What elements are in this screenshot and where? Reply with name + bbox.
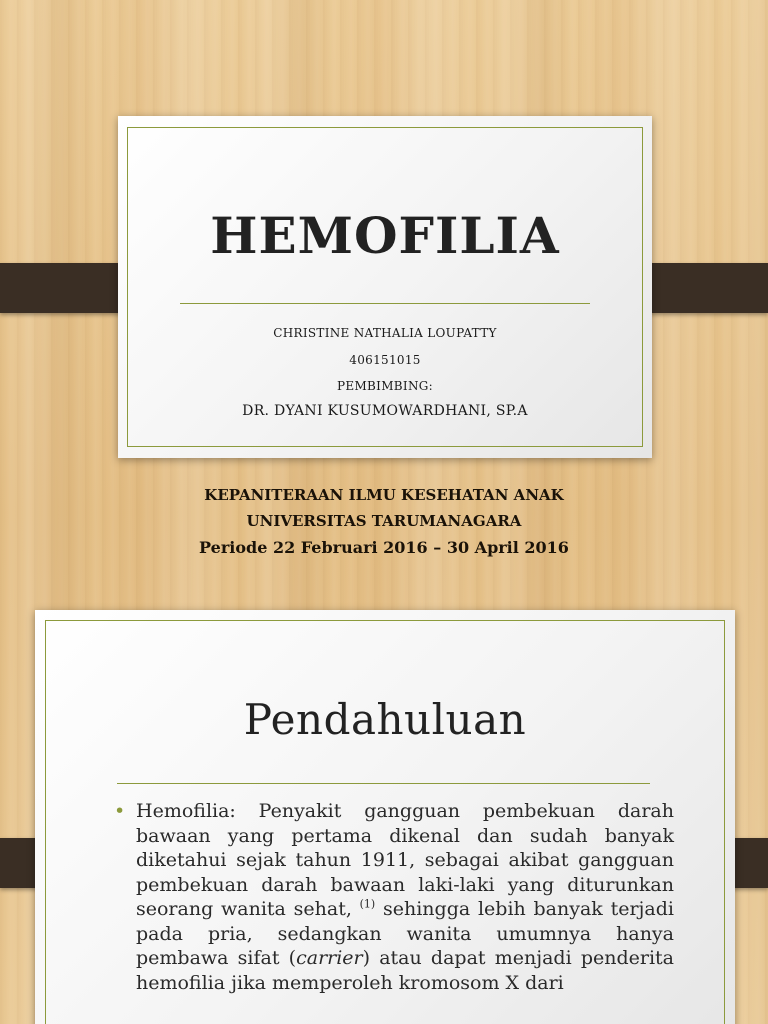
slide-heading: Pendahuluan bbox=[243, 695, 527, 744]
period-caption: Periode 22 Februari 2016 – 30 April 2016 bbox=[199, 538, 569, 557]
slide-title: HEMOFILIA bbox=[210, 206, 560, 265]
bullet-icon: • bbox=[114, 800, 126, 822]
advisor-label: PEMBIMBING: bbox=[337, 379, 433, 393]
intro-slide-frame bbox=[45, 620, 725, 1024]
bullet-list bbox=[114, 799, 674, 995]
author-name: CHRISTINE NATHALIA LOUPATTY bbox=[273, 326, 497, 340]
intro-slide bbox=[35, 610, 735, 1024]
title-slide bbox=[118, 116, 652, 458]
bullet-item bbox=[114, 799, 674, 995]
university-caption: UNIVERSITAS TARUMANAGARA bbox=[246, 512, 522, 530]
reference-marker: (1) bbox=[359, 897, 376, 911]
bullet-text-part1: Hemofilia: Penyakit gangguan pembekuan darah bawaan yang pertama dikenal dan sudah banyak diketahui sejak tahun 1911, sebagai akibat gangguan pembekuan darah bawaan laki-laki yang diturunkan seorang wanita sehat, bbox=[136, 800, 674, 920]
advisor-name: DR. DYANI KUSUMOWARDHANI, SP.A bbox=[242, 403, 528, 419]
department-caption: KEPANITERAAN ILMU KESEHATAN ANAK bbox=[204, 486, 564, 504]
heading-divider bbox=[117, 783, 650, 784]
title-slide-frame bbox=[127, 127, 643, 447]
title-divider bbox=[180, 303, 590, 304]
bullet-text-part3: ) atau dapat menjadi penderita hemofilia jika memperoleh kromosom X dari bbox=[136, 947, 675, 994]
bullet-text-part2: sehingga lebih banyak terjadi pada pria, sedangkan wanita umumnya hanya pembawa sifat ( bbox=[136, 898, 675, 969]
student-id: 406151015 bbox=[349, 353, 421, 367]
carrier-term: carrier bbox=[296, 947, 363, 969]
